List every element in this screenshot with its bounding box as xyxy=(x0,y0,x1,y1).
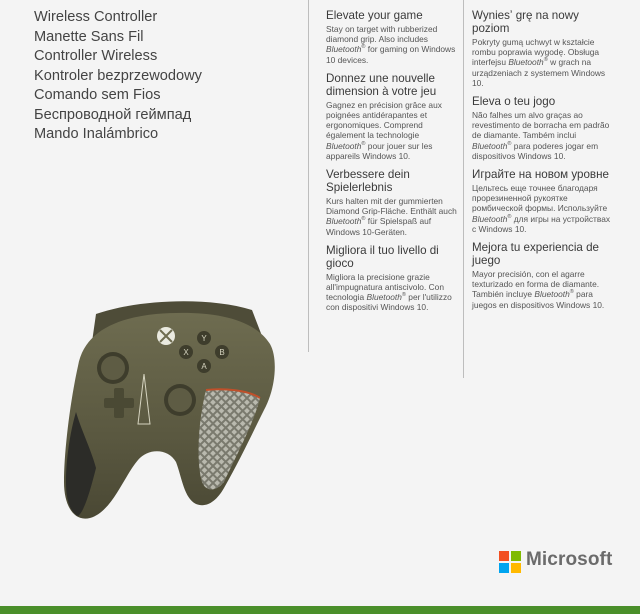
feature-body: Kurs halten mit der gummierten Diamond Grip-Fläche. Enthält auch Bluetooth® für Spielspaß auf Windows 10-Geräten. xyxy=(326,196,457,237)
feature-heading: Wyniesʼ grę na nowy poziom xyxy=(472,9,579,35)
product-name-en: Wireless Controller xyxy=(34,9,158,25)
button-y-label: Y xyxy=(201,334,207,343)
feature-block-de xyxy=(326,168,460,237)
feature-body: Mayor precisión, con el agarre texturizado en forma de diamante. También incluye Bluetooth® para juegos en dispositivos Windows 10. xyxy=(472,269,605,310)
divider-middle xyxy=(463,0,464,378)
button-b-label: B xyxy=(219,348,225,357)
gamepad-icon xyxy=(56,292,276,532)
feature-block-ru xyxy=(472,168,612,234)
brand-wordmark: Microsoft xyxy=(526,549,613,570)
feature-heading: Migliora il tuo livello di gioco xyxy=(326,243,439,270)
feature-body: Цельтесь еще точнее благодаря прорезиненной рукоятке ромбической формы. Используйте Bluetooth® для игры на устройствах с Windows 10. xyxy=(472,183,611,234)
product-name-list xyxy=(34,8,304,145)
feature-block-fr xyxy=(326,72,460,161)
feature-block-en xyxy=(326,9,460,65)
microsoft-logo-icon xyxy=(499,551,521,573)
product-name-es: Mando Inalámbrico xyxy=(34,126,159,142)
feature-column-2 xyxy=(472,9,612,317)
feature-block-pt xyxy=(472,95,612,161)
feature-heading: Elevate your game xyxy=(326,9,423,22)
feature-body: Pokryty gumą uchwyt w kształcie rombu poprawia wygodę. Obsługa interfejsu Bluetooth® w grach na urządzeniach z systemem Windows 10. xyxy=(472,37,606,88)
product-name-pl: Kontroler bezprzewodowy xyxy=(34,67,202,84)
feature-heading: Verbessere dein Spielerlebnis xyxy=(326,168,410,195)
product-name-fr: Manette Sans Fil xyxy=(34,28,144,45)
feature-heading: Donnez une nouvelle dimension à votre jeu xyxy=(326,71,437,98)
feature-heading: Eleva o teu jogo xyxy=(472,95,556,109)
bottom-accent-bar xyxy=(0,606,640,614)
feature-block-it xyxy=(326,244,460,313)
feature-column-1 xyxy=(326,9,460,320)
feature-heading: Играйте на новом уровне xyxy=(472,168,609,182)
button-a-label: A xyxy=(201,362,207,371)
product-name-pt: Comando sem Fios xyxy=(34,87,161,103)
feature-block-es xyxy=(472,241,612,310)
divider-left xyxy=(308,0,309,352)
feature-body: Não falhes um alvo graças ao revestimento de borracha em padrão de diamante. Também inclui Bluetooth® para poderes jogar em dispositivos Windows 10. xyxy=(472,110,610,161)
feature-body: Stay on target with rubberized diamond grip. Also includes Bluetooth® for gaming on Windows 10 devices. xyxy=(326,24,456,65)
button-x-label: X xyxy=(183,348,189,357)
feature-heading: Mejora tu experiencia de juego xyxy=(472,241,599,268)
feature-body: Migliora la precisione grazie all'impugnatura antiscivolo. Con tecnologia Bluetooth® per l'utilizzo con dispositivi Windows 10. xyxy=(326,271,452,313)
product-name-it: Controller Wireless xyxy=(34,48,158,64)
feature-body: Gagnez en précision grâce aux poignées antidérapantes et ergonomiques. Comprend également la technologie Bluetooth® pour jouer sur les appareils Windows 10. xyxy=(326,99,442,161)
product-name-ru: Беспроводной геймпад xyxy=(34,106,192,123)
feature-block-pl xyxy=(472,9,612,88)
